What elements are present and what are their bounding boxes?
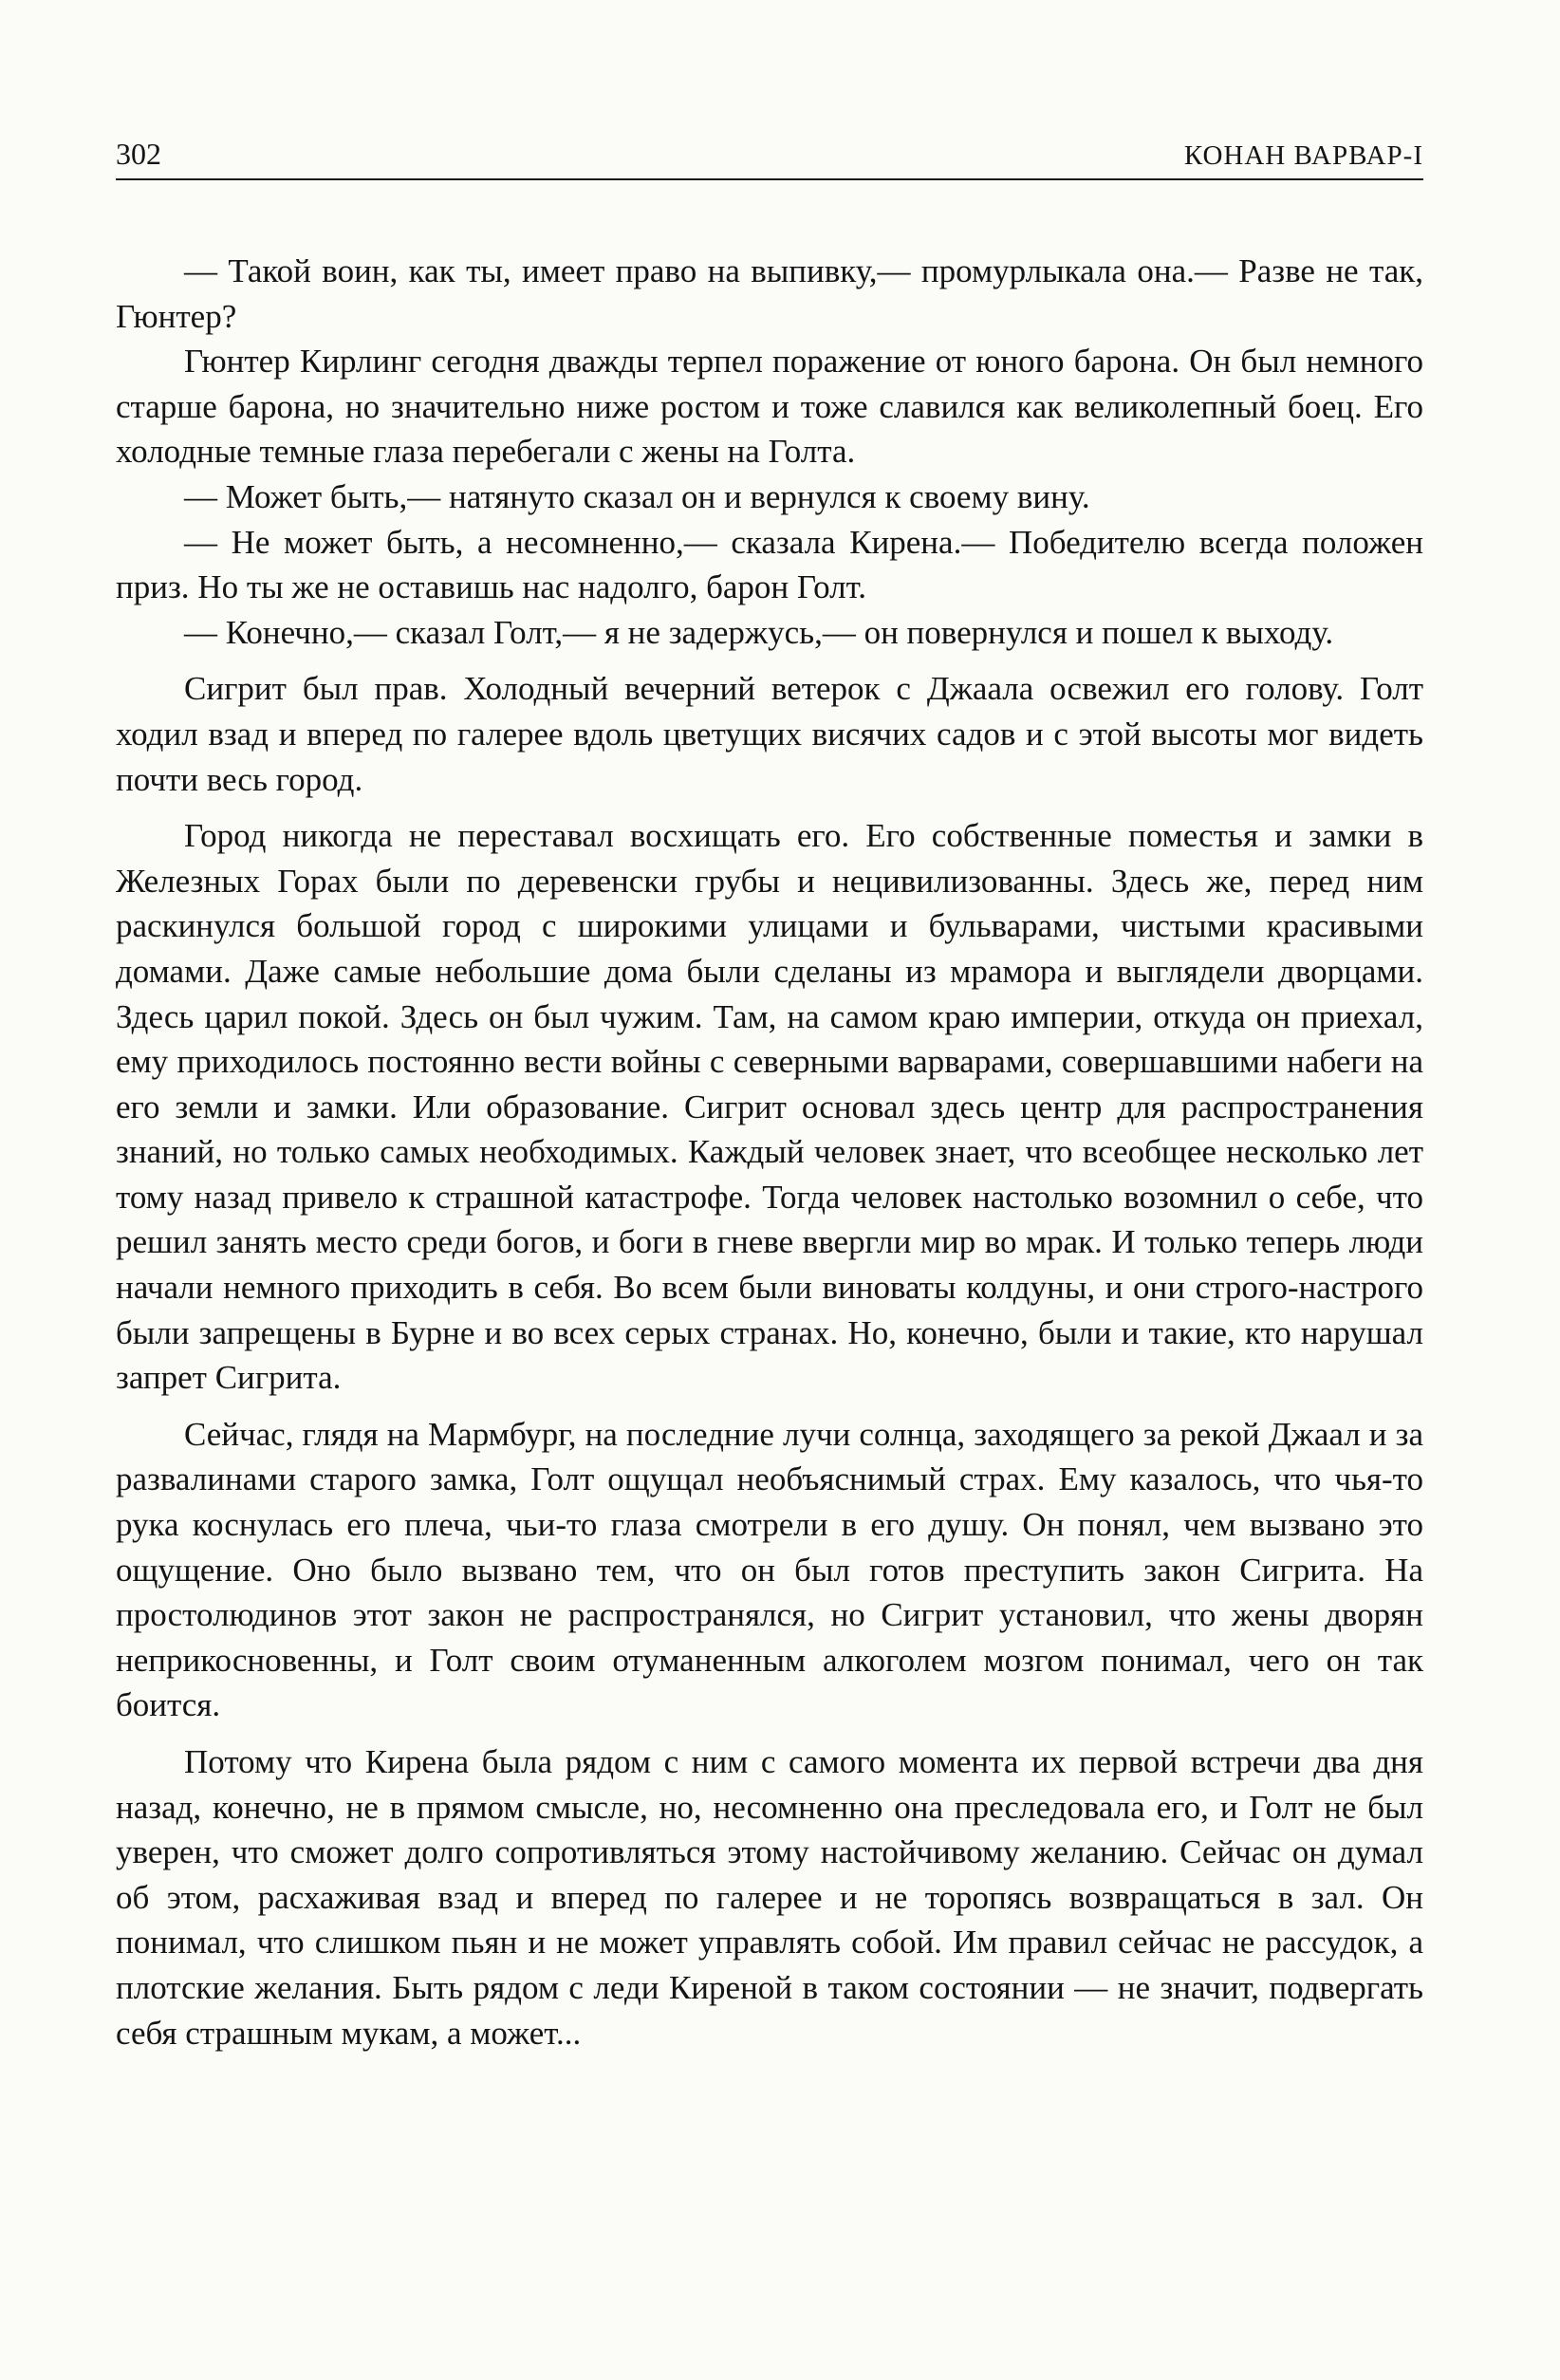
paragraph: Сейчас, глядя на Мармбург, на последние лучи солнца, заходящего за рекой Джаал и за развалинами старого замка, Голт ощущал необъяснимый страх. Ему казалось, что чья-то рука коснулась его плеча, чьи-то глаза смотрели в его душу. Он понял, чем вызвано это ощущение. Оно было вызвано тем, что он был готов преступить закон Сигрита. На простолюдинов этот закон не распространялся, но Сигрит установил, что жены дворян неприкосновенны, и Голт своим отуманенным алкоголем мозгом понимал, чего он так боится.	[116, 1415, 1423, 1724]
paragraph: Потому что Кирена была рядом с ним с самого момента их первой встречи два дня назад, конечно, не в прямом смысле, но, несомненно она преследовала его, и Голт не был уверен, что сможет долго сопротивляться этому настойчивому желанию. Сейчас он думал об этом, расхаживая взад и вперед по галерее и не торопясь возвращаться в зал. Он понимал, что слишком пьян и не может управлять собой. Им правил сейчас не рассудок, а плотские желания. Быть рядом с леди Киреной в таком состоянии — не значит, подвергать себя страшным мукам, а может...	[116, 1743, 1423, 2052]
paragraph: — Такой воин, как ты, имеет право на выпивку,— промурлыкала она.— Разве не так, Гюнтер?	[116, 252, 1423, 335]
paragraph: Сигрит был прав. Холодный вечерний ветерок с Джаала освежил его голову. Голт ходил взад и вперед по галерее вдоль цветущих висячих садов и с этой высоты мог видеть почти весь город.	[116, 670, 1423, 798]
paragraph: — Конечно,— сказал Голт,— я не задержусь,— он повернулся и пошел к выходу.	[184, 613, 1334, 651]
running-title: КОНАН ВАРВАР-I	[1183, 140, 1423, 171]
page-number: 302	[116, 137, 161, 171]
paragraph: Город никогда не переставал восхищать его. Его собственные поместья и замки в Железных Горах были по деревенски грубы и нецивилизованны. Здесь же, перед ним раскинулся большой город с широкими улицами и бульварами, чистыми красивыми домами. Даже самые небольшие дома были сделаны из мрамора и выглядели дворцами. Здесь царил покой. Здесь он был чужим. Там, на самом краю империи, откуда он приехал, ему приходилось постоянно вести войны с северными варварами, совершавшими набеги на его земли и замки. Или образование. Сигрит основал здесь центр для распространения знаний, но только самых необходимых. Каждый человек знает, что всеобщее несколько лет тому назад привело к страшной катастрофе. Тогда человек настолько возомнил о себе, что решил занять место среди богов, и боги в гневе ввергли мир во мрак. И только теперь люди начали немного приходить в себя. Во всем были виноваты колдуны, и они строго-настрого были запрещены в Бурне и во всех серых странах. Но, конечно, были и такие, кто нарушал запрет Сигрита.	[116, 817, 1423, 1397]
paragraph: — Может быть,— натянуто сказал он и вернулся к своему вину.	[184, 477, 1090, 515]
paragraph: — Не может быть, а несомненно,— сказала Кирена.— Победителю всегда положен приз. Но ты же не оставишь нас надолго, барон Голт.	[116, 523, 1423, 606]
paragraph: Гюнтер Кирлинг сегодня дважды терпел поражение от юного барона. Он был немного старше барона, но значительно ниже ростом и тоже славился как великолепный боец. Его холодные темные глаза перебегали с жены на Голта.	[116, 343, 1423, 471]
running-head	[116, 135, 1423, 180]
body-text	[116, 249, 1423, 2055]
